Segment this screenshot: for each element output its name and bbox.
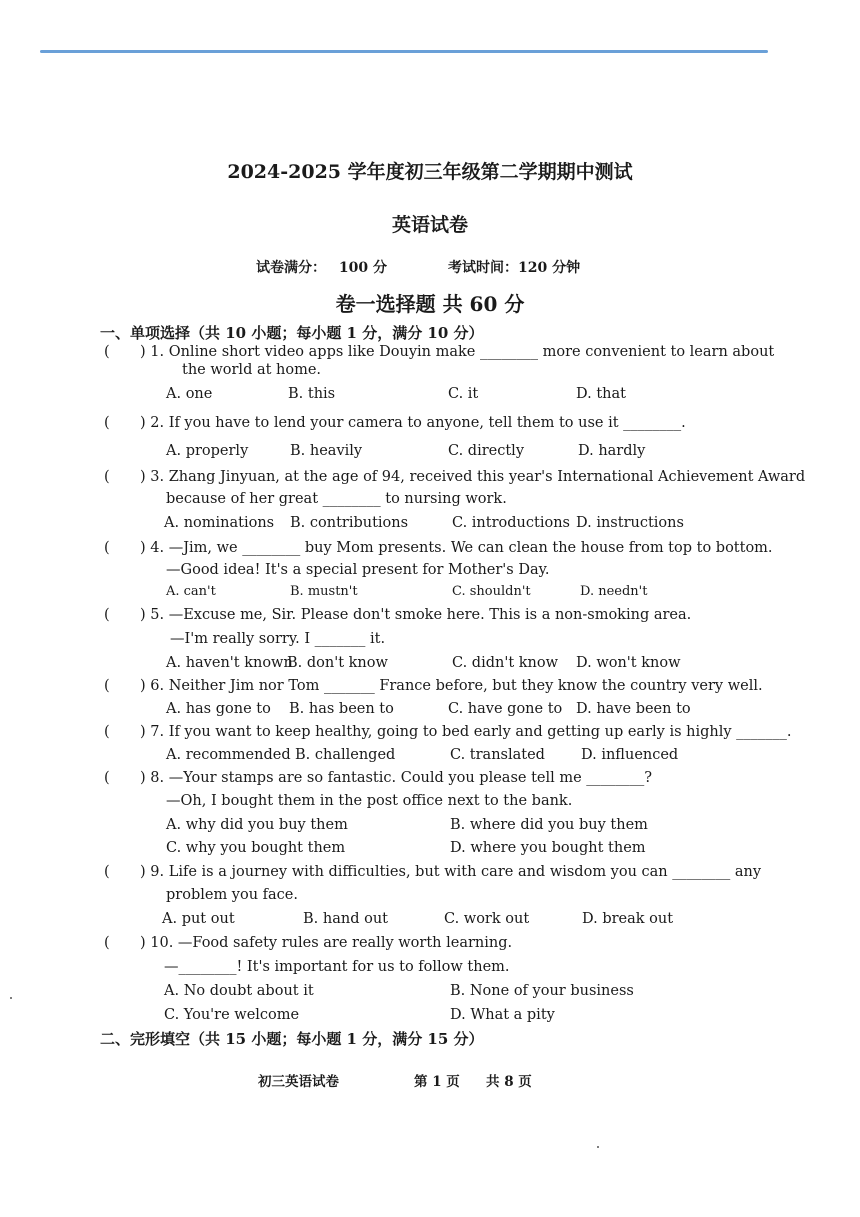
question-8-line2: —Oh, I bought them in the post office next to the bank. [166,793,573,809]
question-7-line1: ) 7. If you want to keep healthy, going to bed early and getting up early is highly _______. [140,724,792,740]
q9-option-b: B. hand out [303,911,388,927]
q1-option-a: A. one [166,386,213,402]
q2-option-d: D. hardly [578,443,646,459]
score-label: 试卷满分： [256,260,326,276]
q10-option-c: C. You're welcome [164,1007,300,1023]
question-9-line1: ) 9. Life is a journey with difficulties, but with care and wisdom you can ________ any [140,864,762,880]
score-info [256,257,387,277]
question-5-line1: ) 5. —Excuse me, Sir. Please don't smoke here. This is a non-smoking area. [140,607,692,623]
section-2-heading: 二、完形填空（共 15 小题；每小题 1 分，满分 15 分） [100,1030,484,1048]
exam-subtitle: 英语试卷 [391,214,468,236]
q5-option-d: D. won't know [576,655,681,671]
question-9-line2: problem you face. [166,887,298,903]
q3-option-d: D. instructions [576,515,684,531]
score-value: 100 分 [338,260,387,276]
q8-option-b: B. where did you buy them [450,817,648,833]
section-1-heading: 一、单项选择（共 10 小题；每小题 1 分，满分 10 分） [100,324,484,342]
q6-option-d: D. have been to [576,701,691,717]
question-10-line2: —________! It's important for us to follow them. [164,959,510,975]
exam-title: 2024-2025 学年度初三年级第二学期期中测试 [227,161,633,183]
q5-option-b: B. don't know [287,655,388,671]
q6-option-b: B. has been to [289,701,394,717]
q3-option-a: A. nominations [164,515,275,531]
question-1-line2: the world at home. [182,362,322,378]
q2-option-b: B. heavily [290,443,363,459]
q10-option-d: D. What a pity [450,1007,555,1023]
q8-option-c: C. why you bought them [166,840,346,856]
answer-paren: ( [104,344,110,360]
answer-paren: ( [104,864,110,880]
q1-option-c: C. it [448,386,479,402]
question-8-line1: ) 8. —Your stamps are so fantastic. Could you please tell me ________? [140,770,653,786]
question-6-line1: ) 6. Neither Jim nor Tom _______ France before, but they know the country very well. [140,678,763,694]
answer-paren: ( [104,678,110,694]
q9-option-c: C. work out [444,911,530,927]
question-3-line2: because of her great ________ to nursing work. [166,491,507,507]
q7-option-c: C. translated [450,747,545,763]
q4-option-c: C. shouldn't [452,584,531,599]
q1-option-d: D. that [576,386,626,402]
footer-total-pages: 共 8 页 [486,1074,532,1090]
q4-option-a: A. can't [166,584,216,599]
answer-paren: ( [104,415,110,431]
q10-option-b: B. None of your business [450,983,634,999]
time-label: 考试时间： [448,260,518,276]
q2-option-c: C. directly [448,443,525,459]
q4-option-d: D. needn't [580,584,648,599]
answer-paren: ( [104,770,110,786]
q2-option-a: A. properly [166,443,249,459]
q10-option-a: A. No doubt about it [164,983,314,999]
top-border-line [40,50,768,53]
answer-paren: ( [104,724,110,740]
scan-speck [597,1146,599,1148]
q6-option-c: C. have gone to [448,701,563,717]
q7-option-b: B. challenged [295,747,396,763]
q8-option-a: A. why did you buy them [166,817,348,833]
answer-paren: ( [104,607,110,623]
q1-option-b: B. this [288,386,336,402]
question-3-line1: ) 3. Zhang Jinyuan, at the age of 94, received this year's International Achievement Award [140,469,806,485]
q7-option-d: D. influenced [581,747,679,763]
q4-option-b: B. mustn't [290,584,358,599]
q3-option-b: B. contributions [290,515,409,531]
answer-paren: ( [104,540,110,556]
time-info [448,257,580,277]
question-1-line1: ) 1. Online short video apps like Douyin make ________ more convenient to learn about [140,344,775,360]
q3-option-c: C. introductions [452,515,570,531]
question-5-line2: —I'm really sorry. I _______ it. [170,631,386,647]
scan-speck [10,997,12,999]
question-10-line1: ) 10. —Food safety rules are really worth learning. [140,935,513,951]
q8-option-d: D. where you bought them [450,840,646,856]
footer-page: 第 1 页 [414,1074,460,1090]
footer-exam-name: 初三英语试卷 [258,1074,339,1090]
answer-paren: ( [104,935,110,951]
volume-heading: 卷一选择题 共 60 分 [335,292,525,316]
question-2-line1: ) 2. If you have to lend your camera to anyone, tell them to use it ________. [140,415,686,431]
q6-option-a: A. has gone to [166,701,271,717]
q9-option-d: D. break out [582,911,674,927]
time-value: 120 分钟 [518,260,581,276]
question-4-line1: ) 4. —Jim, we ________ buy Mom presents. We can clean the house from top to bottom. [140,540,773,556]
q7-option-a: A. recommended [166,747,291,763]
q5-option-a: A. haven't known [166,655,293,671]
q9-option-a: A. put out [162,911,235,927]
question-4-line2: —Good idea! It's a special present for Mother's Day. [166,562,550,578]
q5-option-c: C. didn't know [452,655,559,671]
answer-paren: ( [104,469,110,485]
